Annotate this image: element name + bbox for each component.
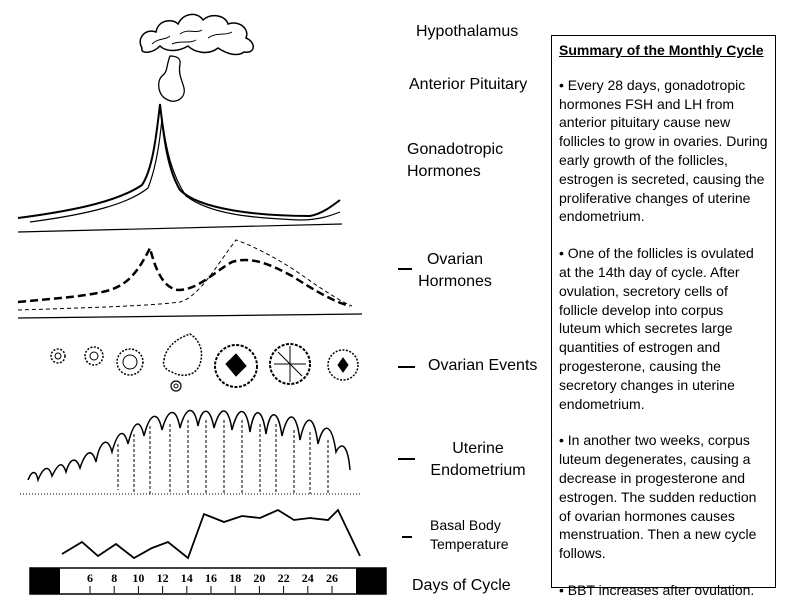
hypothalamus-drawing	[140, 14, 253, 54]
day-label-22: 22	[277, 571, 290, 585]
bbt-line	[62, 510, 360, 558]
ovarian-events-drawing	[51, 334, 358, 391]
day-label-8: 8	[111, 571, 118, 585]
ovarian-hormones-label: Ovarian Hormones	[418, 251, 492, 290]
uterine-label: Uterine Endometrium	[430, 440, 526, 479]
estrogen-curve	[18, 248, 350, 306]
day-label-12: 12	[156, 571, 169, 585]
uterine-endometrium-drawing	[28, 410, 350, 480]
anterior-pituitary-drawing	[159, 56, 185, 101]
summary-paragraph-4: • BBT increases after ovulation.	[559, 581, 755, 598]
day-label-16: 16	[205, 571, 217, 585]
gonadotropic-baseline	[18, 224, 342, 232]
anterior-pituitary-label: Anterior Pituitary	[409, 76, 528, 93]
day-label-6: 6	[87, 571, 93, 585]
day-label-14: 14	[180, 571, 193, 585]
ovarian-events-label: Ovarian Events	[428, 357, 538, 374]
days-bar-left-black	[30, 568, 60, 594]
day-label-26: 26	[326, 571, 338, 585]
days-bar-right-black	[356, 568, 386, 594]
day-label-10: 10	[132, 571, 145, 585]
days-ticks	[87, 571, 338, 593]
brain-folds	[152, 30, 232, 44]
summary-title: Summary of the Monthly Cycle	[559, 42, 764, 58]
day-label-24: 24	[301, 571, 314, 585]
ovarian-baseline	[18, 314, 362, 318]
days-label: Days of Cycle	[412, 577, 511, 594]
lh-curve	[18, 104, 340, 218]
ovarian-events-marker	[398, 366, 415, 368]
bbt-marker	[402, 536, 412, 538]
day-label-20: 20	[253, 571, 266, 585]
day-label-18: 18	[229, 571, 242, 585]
summary-box	[551, 35, 776, 598]
fsh-curve	[30, 118, 340, 222]
endometrium-glands	[118, 420, 328, 494]
gonadotropic-label: Gonadotropic Hormones	[407, 141, 504, 180]
progesterone-curve	[18, 240, 352, 310]
bbt-label: Basal Body Temperature	[430, 517, 509, 552]
summary-paragraph-3: • In another two weeks, corpus luteum degenerates, causing a decrease in progesterone and estrogen. The sudden reduction of ovarian hormones causes menstruation. Then a new cycle follows.	[559, 432, 757, 562]
uterine-marker	[398, 458, 415, 460]
summary-paragraph-1: • Every 28 days, gonadotropic hormones FSH and LH from anterior pituitary cause new follicles to grow in ovaries. During early growth of the follicles, estrogen is secreted, causing the proliferative changes of uterine endometrium.	[559, 76, 768, 225]
hypothalamus-label: Hypothalamus	[416, 23, 519, 40]
summary-paragraph-2: • One of the follicles is ovulated at the 14th day of cycle. After ovulation, secretory cells of follicle develop into corpus luteum which secretes large quantities of estrogen and progesterone, causing the secretory changes in uterine endometrium.	[559, 245, 754, 412]
